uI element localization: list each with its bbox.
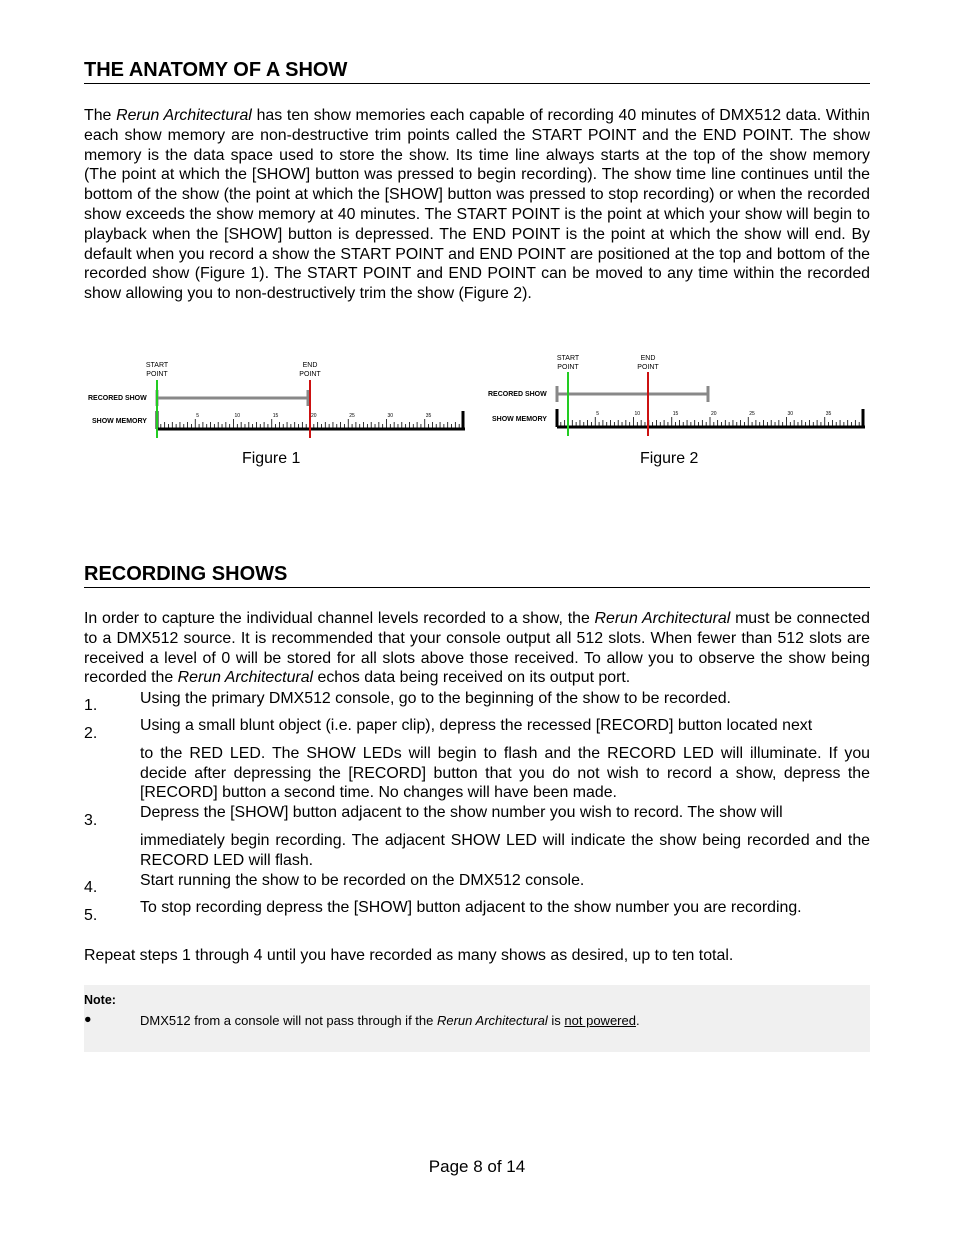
product-name: Rerun Architectural <box>436 1013 548 1028</box>
ruler-tick-label: 35 <box>425 413 432 419</box>
ruler-tick-label: 15 <box>272 413 279 419</box>
note-text <box>140 1013 640 1028</box>
step-text <box>140 898 870 926</box>
ruler-tick-label: 30 <box>387 413 394 419</box>
text-run: echos data being received on its output port. <box>313 669 631 687</box>
step-first-line: Using the primary DMX512 console, go to the beginning of the show to be recorded. <box>140 690 731 707</box>
step-number: 5. <box>84 907 98 924</box>
figure-2-diagram <box>484 348 874 440</box>
product-name: Rerun Architectural <box>594 610 731 627</box>
ruler-tick-label: 25 <box>349 413 355 419</box>
step-text <box>140 871 870 899</box>
show-memory-ruler <box>557 409 865 427</box>
figure-2-caption: Figure 2 <box>640 450 699 467</box>
recorded-show-label: RECORED SHOW <box>88 395 147 402</box>
end-label-2: POINT <box>637 364 659 371</box>
end-label-1: END <box>640 355 656 362</box>
step-continuation: to the RED LED. The SHOW LEDs will begin to flash and the RECORD LED will illuminate. If you decide after depressing the [RECORD] button that you do not wish to record a show, depress the [RECORD] button a second time. No changes will have been made. <box>140 744 870 802</box>
text-run: must be connected to a DMX512 source. It is recommended that your console output all 512 slots. When fewer than 512 slots are received a level of 0 will be stored for all slots above those received. To allow you to observe the show being recorded the <box>84 610 871 687</box>
ruler-tick-label: 35 <box>825 411 832 417</box>
recording-intro-paragraph <box>84 609 870 688</box>
ruler-tick-label: 20 <box>311 413 317 419</box>
text-run: In order to capture the individual channel levels recorded to a show, the <box>84 610 595 627</box>
ruler-tick-label: 20 <box>711 411 717 417</box>
bullet-icon: ● <box>84 1012 92 1026</box>
text-run: has ten show memories each capable of recording 40 minutes of DMX512 data. Within each show memory are non-destructive trim points called the START POINT and the END POINT. The show memory is the data space used to store the show. Its time line always starts at the top of the show memory (The point at which the [SHOW] button was pressed to begin recording). The show time line continues until the bottom of the show (the point at which the [SHOW] button was pressed to stop recording) or when the recorded show exceeds the show memory at 40 minutes. The START POINT is the point at which your show will begin to playback when the [SHOW] button is depressed. The END POINT is the point at which the show will end. By default when you record a show the START POINT and END POINT are positioned at the top and bottom of the recorded show (Figure 1). The START POINT and END POINT can be moved to any time within the recorded show allowing you to non-destructively trim the show (Figure 2). <box>84 107 870 303</box>
step-text <box>140 716 870 803</box>
show-memory-label: SHOW MEMORY <box>492 416 547 423</box>
start-label-2: POINT <box>557 364 579 371</box>
text-run: . <box>635 1013 640 1028</box>
note-title: Note: <box>84 993 116 1007</box>
product-name: Rerun Architectural <box>116 107 252 124</box>
figure-1-diagram <box>84 352 474 442</box>
recorded-show-label: RECORED SHOW <box>488 391 547 398</box>
text-run: DMX512 from a console will not pass through if the <box>140 1013 437 1028</box>
ruler-tick-label: 30 <box>787 411 794 417</box>
step-first-line: To stop recording depress the [SHOW] button adjacent to the show number you are recording. <box>140 899 802 916</box>
step-first-line: Using a small blunt object (i.e. paper clip), depress the recessed [RECORD] button located next <box>140 717 813 734</box>
step-first-line: Start running the show to be recorded on the DMX512 console. <box>140 872 585 889</box>
step-continuation: immediately begin recording. The adjacent SHOW LED will indicate the show being recorded and the RECORD LED will flash. <box>140 831 870 869</box>
ruler-tick-label: 15 <box>672 411 679 417</box>
step-number: 1. <box>84 697 98 714</box>
start-label-1: START <box>145 362 169 369</box>
step-text <box>140 689 870 717</box>
figure-1-caption: Figure 1 <box>242 450 301 467</box>
end-label-2: POINT <box>299 371 321 378</box>
start-label-1: START <box>556 355 580 362</box>
text-run: is <box>547 1013 565 1028</box>
step-number: 2. <box>84 725 98 742</box>
product-name: Rerun Architectural <box>177 669 314 687</box>
anatomy-paragraph <box>84 106 870 304</box>
repeat-paragraph: Repeat steps 1 through 4 until you have recorded as many shows as desired, up to ten total. <box>84 947 734 964</box>
step-number: 4. <box>84 879 98 896</box>
step-text <box>140 803 870 870</box>
text-run: The <box>84 107 117 124</box>
start-label-2: POINT <box>146 371 168 378</box>
page-number: Page 8 of 14 <box>428 1157 526 1176</box>
ruler-tick-label: 5 <box>196 413 200 419</box>
end-label-1: END <box>302 362 318 369</box>
ruler-tick-label: 10 <box>634 411 641 417</box>
ruler-tick-label: 5 <box>596 411 600 417</box>
section-title-anatomy: THE ANATOMY OF A SHOW <box>84 57 870 84</box>
underlined-text: not powered <box>564 1013 636 1028</box>
step-number: 3. <box>84 812 98 829</box>
step-first-line: Depress the [SHOW] button adjacent to the show number you wish to record. The show will <box>140 804 783 821</box>
show-memory-label: SHOW MEMORY <box>92 418 147 425</box>
ruler-tick-label: 10 <box>234 413 241 419</box>
section-title-recording: RECORDING SHOWS <box>84 561 870 588</box>
ruler-tick-label: 25 <box>749 411 755 417</box>
